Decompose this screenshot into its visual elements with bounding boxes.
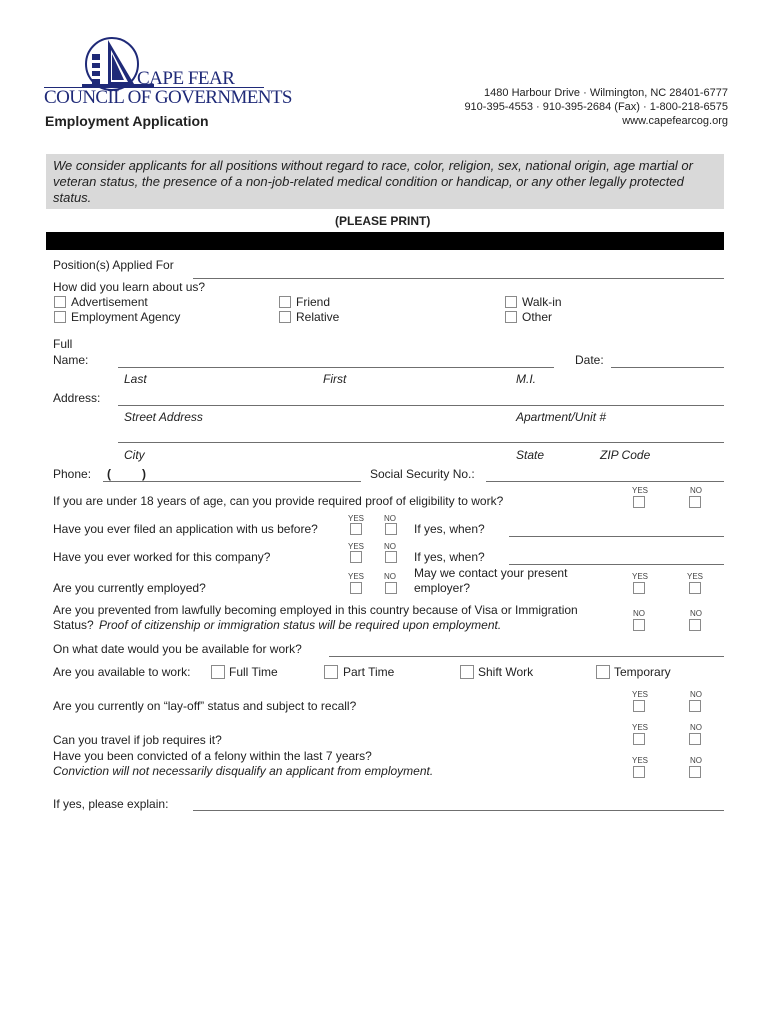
other-option-label: Other bbox=[522, 310, 553, 324]
shift-work-label: Shift Work bbox=[478, 665, 534, 679]
advertisement-option-label: Advertisement bbox=[71, 295, 148, 309]
filed-no-caption: NO bbox=[384, 514, 396, 523]
contact-yes-caption: YES bbox=[632, 572, 649, 581]
worked-no-checkbox[interactable] bbox=[385, 551, 397, 563]
contact-yes-caption-2: YES bbox=[687, 572, 704, 581]
date-label: Date: bbox=[575, 353, 604, 367]
friend-option-label: Friend bbox=[296, 295, 331, 309]
zip-caption: ZIP Code bbox=[600, 448, 651, 462]
felony-yes-caption: YES bbox=[632, 756, 649, 765]
layoff-no-checkbox[interactable] bbox=[689, 700, 701, 712]
travel-question: Can you travel if job requires it? bbox=[53, 733, 222, 747]
learn-label: How did you learn about us? bbox=[53, 280, 206, 294]
ssn-field[interactable] bbox=[486, 481, 724, 482]
filed-no-checkbox[interactable] bbox=[385, 523, 397, 535]
available-to-work-label: Are you available to work: bbox=[53, 665, 191, 679]
under18-yes-caption: YES bbox=[632, 486, 649, 495]
shift-work-checkbox[interactable] bbox=[460, 665, 474, 679]
visa-question-note: Proof of citizenship or immigration status will be required upon employment. bbox=[99, 618, 502, 632]
org-name-line1: CAPE FEAR bbox=[137, 68, 235, 89]
under18-yes-checkbox[interactable] bbox=[633, 496, 645, 508]
date-field[interactable] bbox=[611, 367, 724, 368]
travel-yes-checkbox[interactable] bbox=[633, 733, 645, 745]
org-website[interactable]: www.capefearcog.org bbox=[622, 115, 728, 127]
employment-agency-checkbox[interactable] bbox=[54, 311, 66, 323]
last-name-caption: Last bbox=[124, 372, 147, 386]
relative-checkbox[interactable] bbox=[279, 311, 291, 323]
equal-opportunity-notice bbox=[46, 154, 724, 209]
travel-no-checkbox[interactable] bbox=[689, 733, 701, 745]
filed-yes-checkbox[interactable] bbox=[350, 523, 362, 535]
temporary-checkbox[interactable] bbox=[596, 665, 610, 679]
contact-employer-question-line2: employer? bbox=[414, 581, 471, 595]
phone-area-open-paren: ( bbox=[107, 467, 111, 481]
walk-in-option-label: Walk-in bbox=[522, 295, 562, 309]
contact-employer-question-line1: May we contact your present bbox=[414, 566, 568, 580]
part-time-label: Part Time bbox=[343, 665, 395, 679]
felony-question: Have you been convicted of a felony within the last 7 years? bbox=[53, 749, 372, 763]
layoff-yes-caption: YES bbox=[632, 690, 649, 699]
worked-before-question: Have you ever worked for this company? bbox=[53, 550, 271, 564]
filed-before-question: Have you ever filed an application with us before? bbox=[53, 522, 318, 536]
worked-when-label: If yes, when? bbox=[414, 550, 485, 564]
other-checkbox[interactable] bbox=[505, 311, 517, 323]
full-time-checkbox[interactable] bbox=[211, 665, 225, 679]
felony-no-caption: NO bbox=[690, 756, 702, 765]
org-address: 1480 Harbour Drive · Wilmington, NC 28401-6777 bbox=[484, 87, 728, 99]
layoff-question: Are you currently on “lay-off” status and subject to recall? bbox=[53, 699, 357, 713]
felony-note: Conviction will not necessarily disqualify an applicant from employment. bbox=[53, 764, 434, 778]
layoff-no-caption: NO bbox=[690, 690, 702, 699]
travel-no-caption: NO bbox=[690, 723, 702, 732]
employed-no-checkbox[interactable] bbox=[385, 582, 397, 594]
org-logo bbox=[44, 36, 292, 108]
contact-yes-checkbox[interactable] bbox=[633, 582, 645, 594]
visa-no-checkbox[interactable] bbox=[689, 619, 701, 631]
street-address-field[interactable] bbox=[118, 405, 724, 406]
under18-no-caption: NO bbox=[690, 486, 702, 495]
travel-yes-caption: YES bbox=[632, 723, 649, 732]
address-label: Address: bbox=[53, 391, 101, 405]
filed-when-field[interactable] bbox=[509, 536, 724, 537]
page-title: Employment Application bbox=[45, 113, 209, 129]
org-name-line2: COUNCIL OF GOVERNMENTS bbox=[44, 87, 292, 108]
full-time-label: Full Time bbox=[229, 665, 278, 679]
under18-no-checkbox[interactable] bbox=[689, 496, 701, 508]
city-state-zip-field[interactable] bbox=[118, 442, 724, 443]
contact-second-checkbox[interactable] bbox=[689, 582, 701, 594]
worked-no-caption: NO bbox=[384, 542, 396, 551]
notice-text: We consider applicants for all positions without regard to race, color, religion, sex, national origin, age martial or veteran status, the presence of a non-job-related medical condition or handicap, or any other legally protected status. bbox=[53, 158, 693, 205]
position-label: Position(s) Applied For bbox=[53, 258, 174, 272]
visa-question-status: Status? bbox=[53, 618, 94, 632]
worked-yes-caption: YES bbox=[348, 542, 365, 551]
employed-yes-checkbox[interactable] bbox=[350, 582, 362, 594]
felony-yes-checkbox[interactable] bbox=[633, 766, 645, 778]
street-address-caption: Street Address bbox=[124, 410, 203, 424]
walk-in-checkbox[interactable] bbox=[505, 296, 517, 308]
under18-question: If you are under 18 years of age, can you provide required proof of eligibility to work? bbox=[53, 494, 504, 508]
full-name-field[interactable] bbox=[118, 367, 554, 368]
visa-first-checkbox[interactable] bbox=[633, 619, 645, 631]
friend-checkbox[interactable] bbox=[279, 296, 291, 308]
apartment-caption: Apartment/Unit # bbox=[516, 410, 607, 424]
filed-when-label: If yes, when? bbox=[414, 522, 485, 536]
employed-question: Are you currently employed? bbox=[53, 581, 206, 595]
visa-first-no-caption: NO bbox=[633, 609, 645, 618]
explain-field[interactable] bbox=[193, 810, 724, 811]
employed-yes-caption: YES bbox=[348, 572, 365, 581]
relative-option-label: Relative bbox=[296, 310, 340, 324]
visa-no-caption: NO bbox=[690, 609, 702, 618]
name-label: Name: bbox=[53, 353, 89, 367]
worked-when-field[interactable] bbox=[509, 564, 724, 565]
ssn-label: Social Security No.: bbox=[370, 467, 475, 481]
middle-initial-caption: M.I. bbox=[516, 372, 536, 386]
phone-field[interactable] bbox=[103, 481, 361, 482]
org-phones: 910-395-4553 · 910-395-2684 (Fax) · 1-800-218-6575 bbox=[464, 101, 728, 113]
filed-yes-caption: YES bbox=[348, 514, 365, 523]
position-field[interactable] bbox=[193, 278, 724, 279]
phone-label: Phone: bbox=[53, 467, 92, 481]
employed-no-caption: NO bbox=[384, 572, 396, 581]
section-divider-bar bbox=[46, 232, 724, 250]
explain-label: If yes, please explain: bbox=[53, 797, 169, 811]
employment-agency-option-label: Employment Agency bbox=[71, 310, 181, 324]
part-time-checkbox[interactable] bbox=[324, 665, 338, 679]
temporary-label: Temporary bbox=[614, 665, 671, 679]
worked-yes-checkbox[interactable] bbox=[350, 551, 362, 563]
full-label: Full bbox=[53, 337, 73, 351]
available-date-question: On what date would you be available for work? bbox=[53, 642, 302, 656]
felony-no-checkbox[interactable] bbox=[689, 766, 701, 778]
visa-question-line1: Are you prevented from lawfully becoming employed in this country because of Visa or Immigration bbox=[53, 603, 578, 617]
please-print-label: (PLEASE PRINT) bbox=[335, 214, 431, 228]
first-name-caption: First bbox=[323, 372, 347, 386]
available-date-field[interactable] bbox=[329, 656, 724, 657]
advertisement-checkbox[interactable] bbox=[54, 296, 66, 308]
phone-area-close-paren: ) bbox=[142, 467, 146, 481]
state-caption: State bbox=[516, 448, 545, 462]
city-caption: City bbox=[124, 448, 145, 462]
layoff-yes-checkbox[interactable] bbox=[633, 700, 645, 712]
